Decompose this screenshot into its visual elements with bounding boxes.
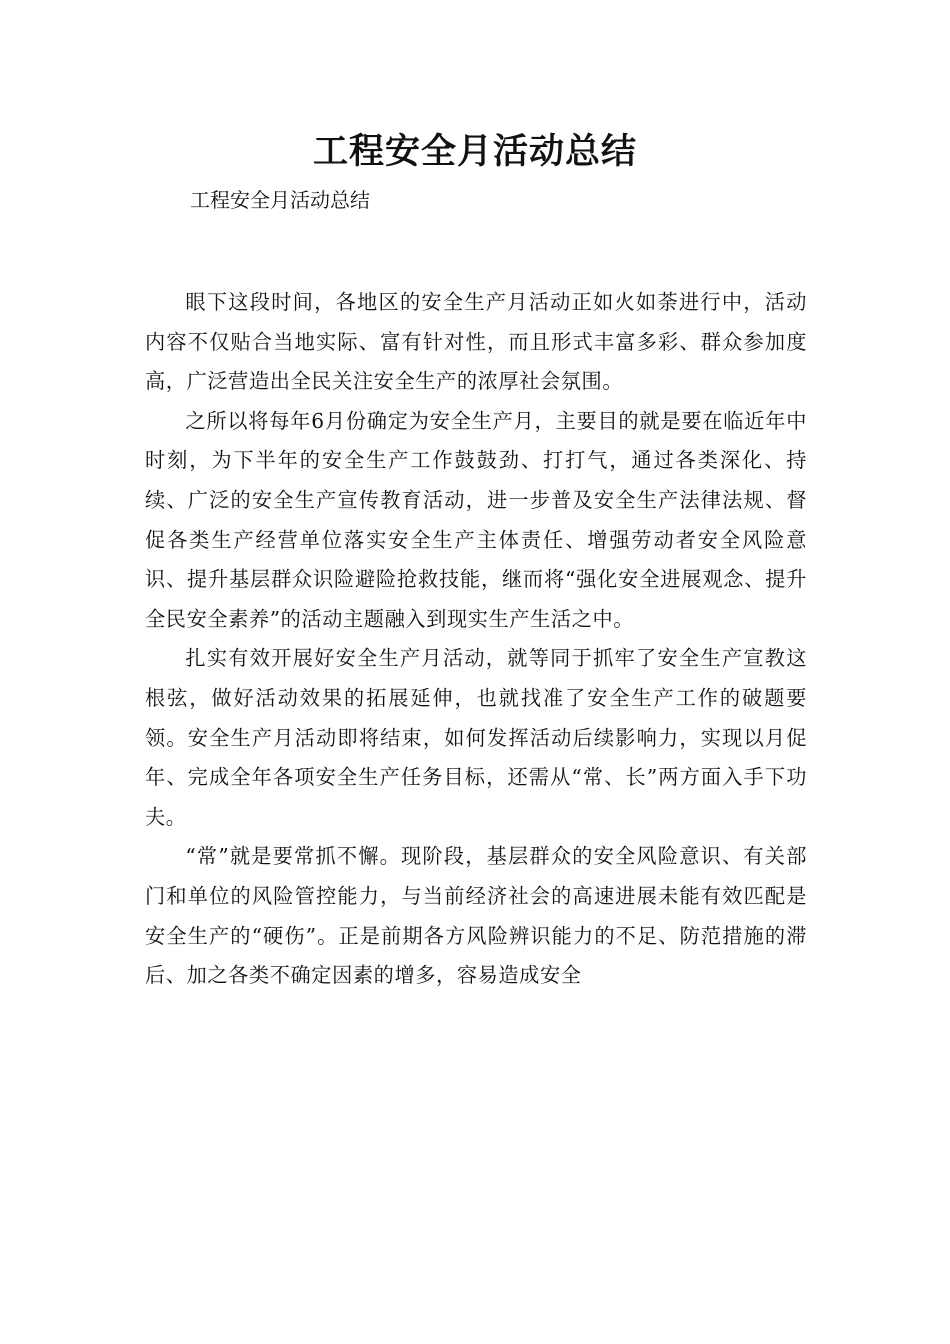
paragraph: 扎实有效开展好安全生产月活动，就等同于抓牢了安全生产宣教这根弦，做好活动效果的拓展延伸，也就找准了安全生产工作的破题要领。安全生产月活动即将结束，如何发挥活动后续影响力，实现以月促年、完成全年各项安全生产任务目标，还需从“常、长”两方面入手下功夫。 [145, 646, 807, 829]
paragraph: 眼下这段时间，各地区的安全生产月活动正如火如荼进行中，活动内容不仅贴合当地实际、富有针对性，而且形式丰富多彩、群众参加度高，广泛营造出全民关注安全生产的浓厚社会氛围。 [145, 290, 807, 394]
document-title: 工程安全月活动总结 [312, 131, 637, 172]
paragraph: 之所以将每年6月份确定为安全生产月，主要目的就是要在临近年中时刻，为下半年的安全生产工作鼓鼓劲、打打气，通过各类深化、持续、广泛的安全生产宣传教育活动，进一步普及安全生产法律法规、督促各类生产经营单位落实安全生产主体责任、增强劳动者安全风险意识、提升基层群众识险避险抢救技能，继而将“强化安全进展观念、提升全民安全素养”的活动主题融入到现实生产生活之中。 [145, 408, 807, 631]
document-body [145, 283, 807, 996]
paragraph: “常”就是要常抓不懈。现阶段，基层群众的安全风险意识、有关部门和单位的风险管控能力，与当前经济社会的高速进展未能有效匹配是安全生产的“硬伤”。正是前期各方风险辨识能力的不足、防范措施的滞后、加之各类不确定因素的增多，容易造成安全 [145, 844, 807, 988]
document-subtitle: 工程安全月活动总结 [190, 188, 370, 212]
